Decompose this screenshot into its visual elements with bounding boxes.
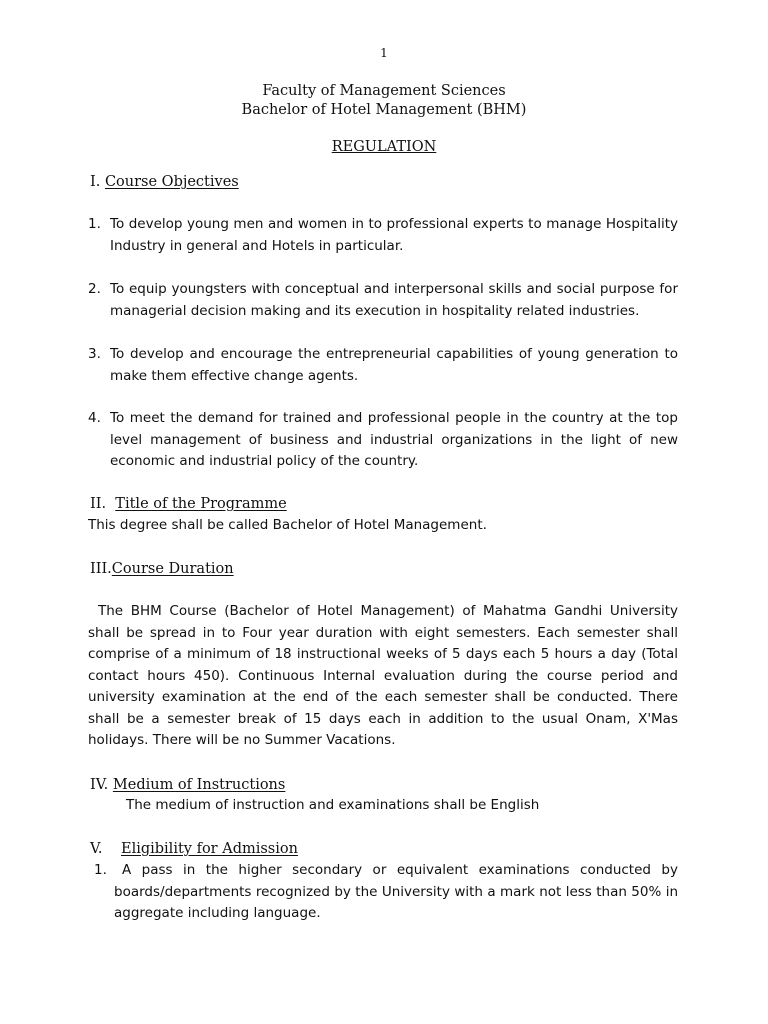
section-2-numeral: II. — [90, 496, 107, 512]
objective-number: 3. — [88, 346, 101, 362]
eligibility-item — [94, 860, 678, 925]
section-3-title: Course Duration — [111, 561, 234, 577]
objective-text: To equip youngsters with conceptual and interpersonal skills and social purpose for managerial decision making and its execution in hospitality related industries. — [110, 281, 678, 319]
section-3-heading — [90, 560, 234, 579]
eligibility-text: A pass in the higher secondary or equivalent examinations conducted by boards/departments recognized by the University with a mark not less than 50% in aggregate including language. — [114, 862, 678, 921]
section-4-body: The medium of instruction and examinations shall be English — [126, 797, 540, 813]
faculty-title: Faculty of Management Sciences — [262, 83, 506, 99]
objective-number: 1. — [88, 216, 101, 232]
section-4-heading — [90, 776, 285, 795]
section-4-numeral: IV. — [90, 777, 109, 793]
section-2-heading — [90, 495, 287, 514]
section-1-heading — [90, 173, 239, 192]
programme-title: Bachelor of Hotel Management (BHM) — [241, 102, 527, 118]
objective-item — [88, 279, 678, 322]
section-1-title: Course Objectives — [104, 174, 239, 190]
section-5-heading — [90, 840, 298, 859]
objective-text: To develop young men and women in to professional experts to manage Hospitality Industry in general and Hotels in particular. — [110, 216, 678, 254]
section-5-title: Eligibility for Admission — [120, 841, 298, 857]
section-4-title: Medium of Instructions — [112, 777, 286, 793]
section-2-body: This degree shall be called Bachelor of Hotel Management. — [88, 517, 487, 533]
section-5-numeral: V. — [90, 841, 103, 857]
objective-text: To develop and encourage the entrepreneurial capabilities of young generation to make them effective change agents. — [110, 346, 678, 384]
section-2-title: Title of the Programme — [115, 496, 287, 512]
objective-item — [88, 214, 678, 257]
section-3-numeral: III. — [90, 561, 112, 577]
eligibility-number: 1. — [94, 862, 107, 878]
regulation-heading — [0, 138, 768, 157]
objective-number: 4. — [88, 410, 101, 426]
regulation-label: REGULATION — [331, 139, 437, 155]
section-3-body: The BHM Course (Bachelor of Hotel Management) of Mahatma Gandhi University shall be spread in to Four year duration with eight semesters. Each semester shall comprise of a minimum of 18 instructional weeks of 5 days each 5 hours a day (Total contact hours 450). Continuous Internal evaluation during the course period and university examination at the end of the each semester shall be conducted. There shall be a semester break of 15 days each in addition to the usual Onam, X'Mas holidays. There will be no Summer Vacations. — [88, 603, 678, 748]
page-number: 1 — [380, 46, 388, 60]
objective-number: 2. — [88, 281, 101, 297]
objective-text: To meet the demand for trained and professional people in the country at the top level management of business and industrial organizations in the light of new economic and industrial policy of the country. — [110, 410, 678, 469]
section-1-numeral: I. — [90, 174, 101, 190]
objective-item — [88, 408, 678, 473]
objective-item — [88, 344, 678, 387]
